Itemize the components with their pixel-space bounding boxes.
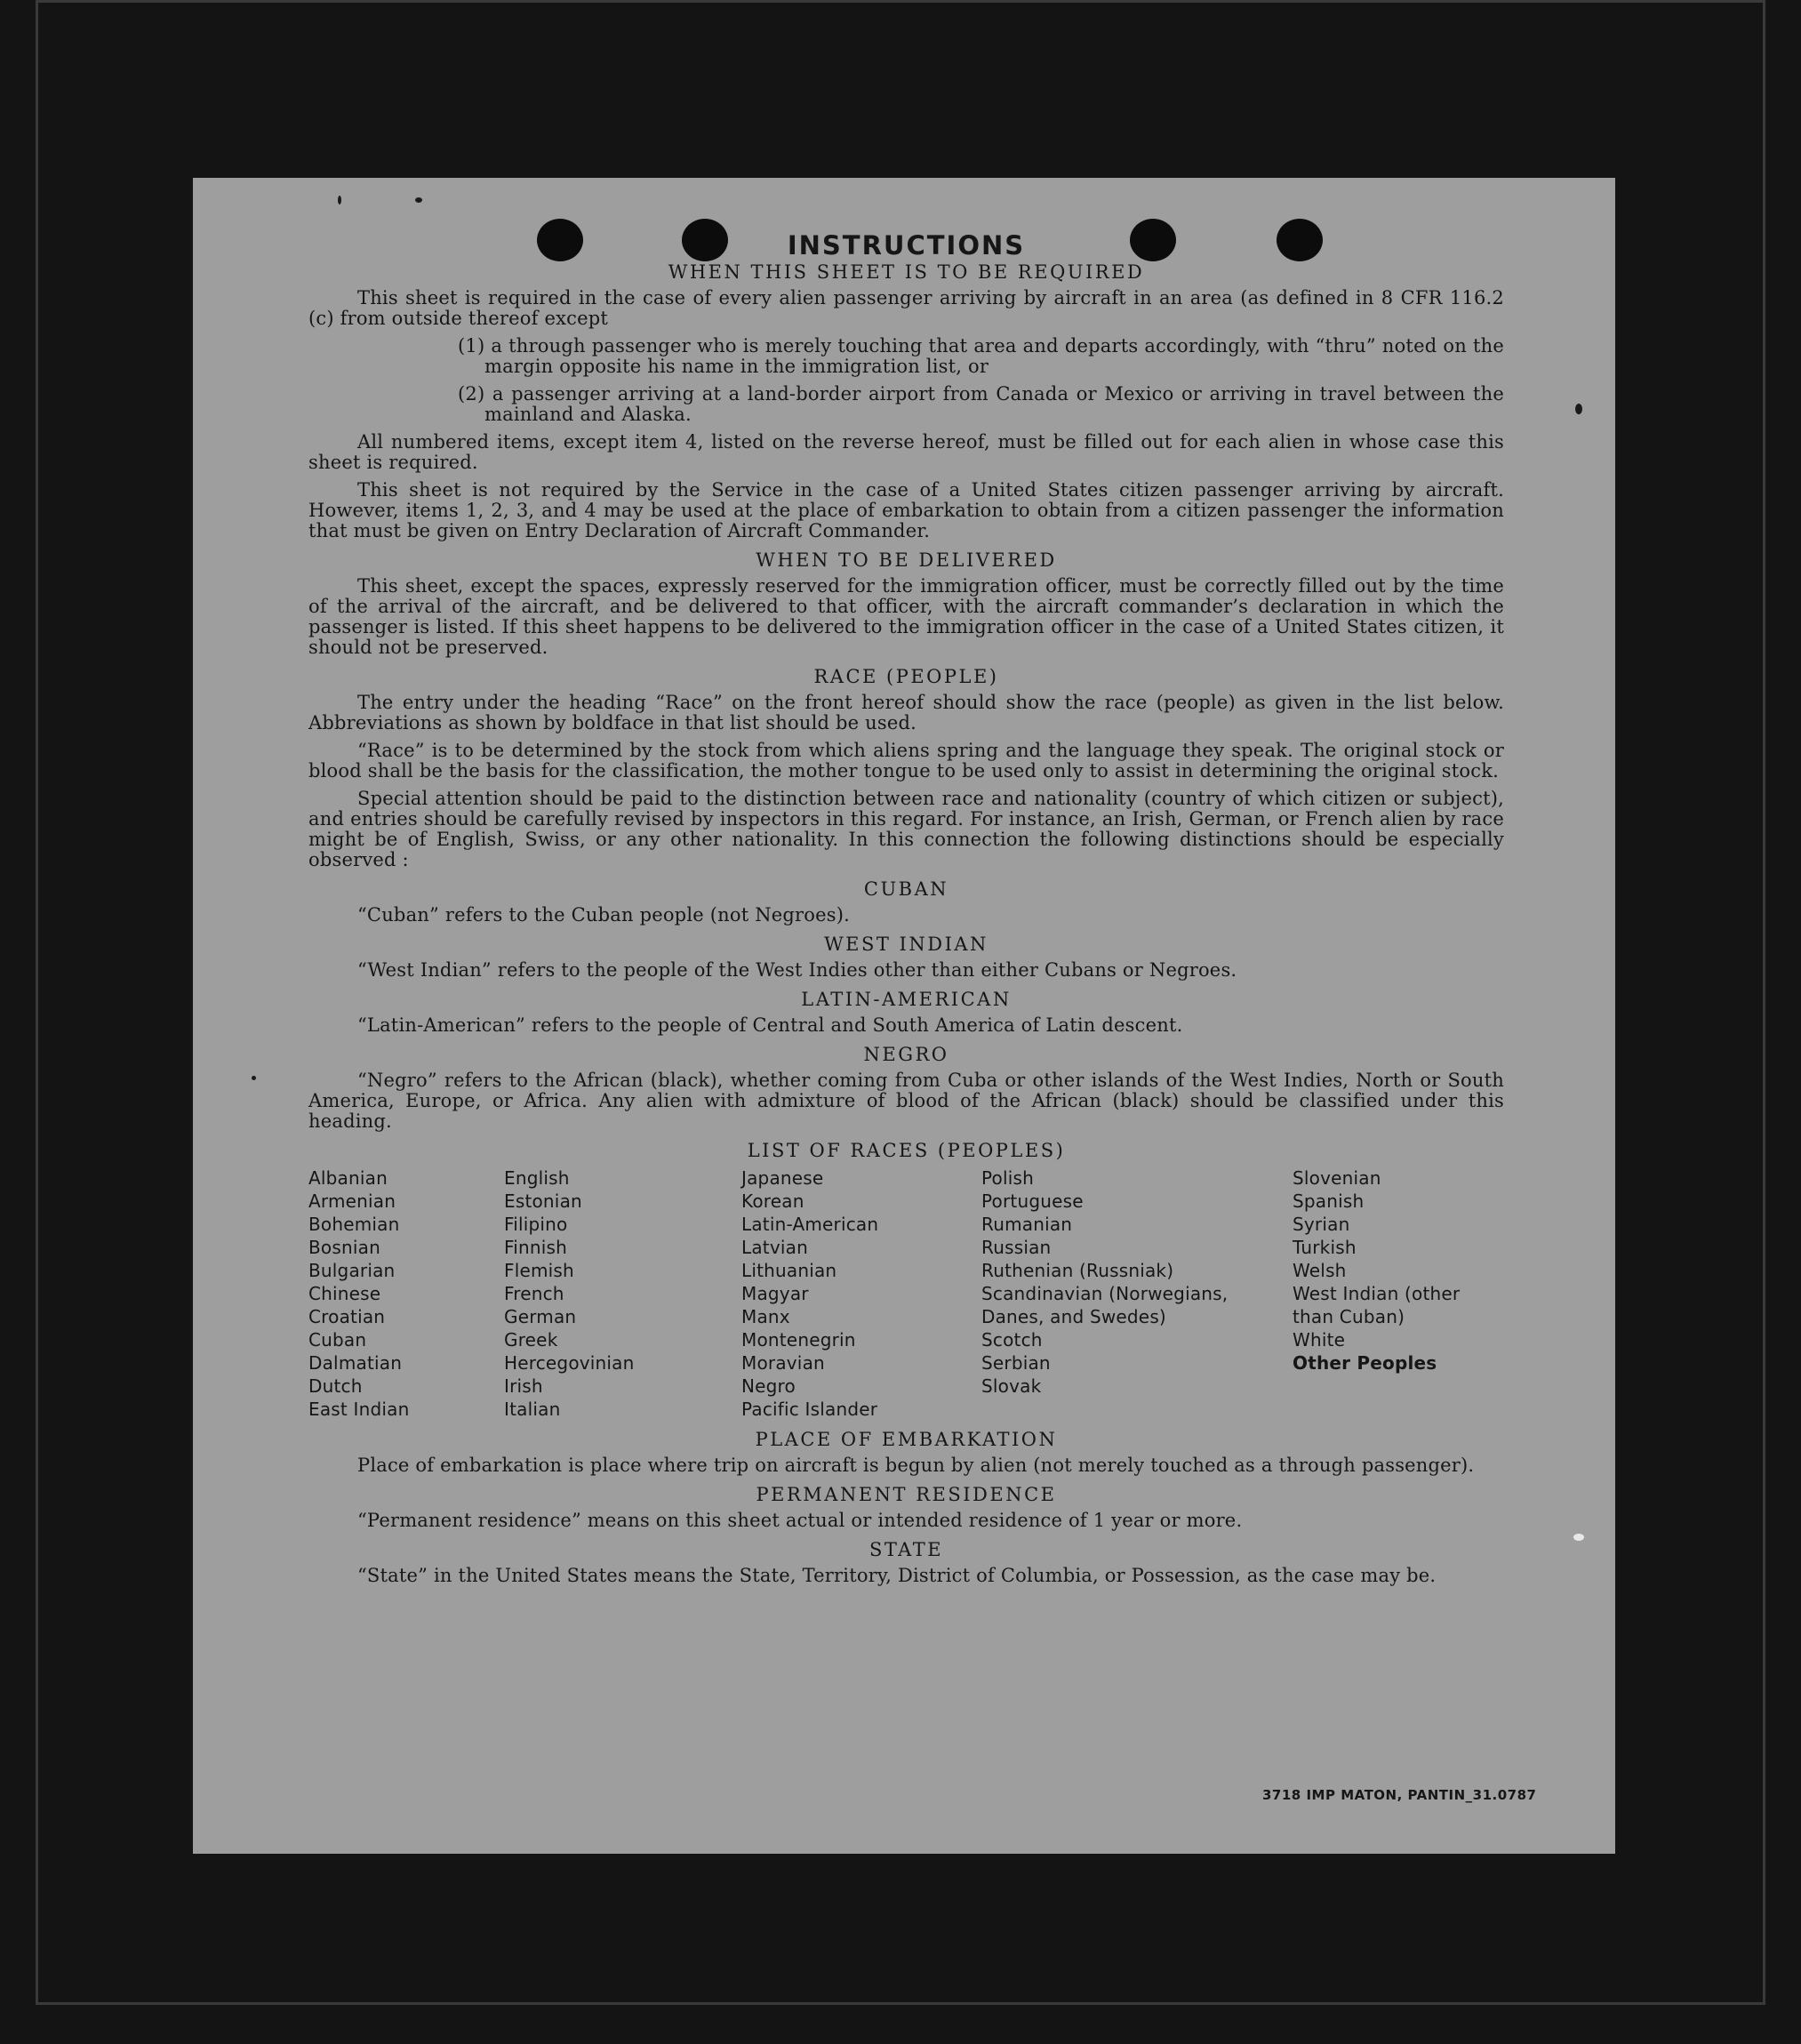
race-item: East Indian <box>308 1399 410 1420</box>
race-item: Slovak <box>981 1375 1042 1397</box>
race-item: Portuguese <box>981 1190 1084 1212</box>
speck <box>1575 404 1582 414</box>
speck <box>415 197 422 203</box>
race-item: Cuban <box>308 1329 367 1351</box>
heading-list-of-races: LIST OF RACES (PEOPLES) <box>747 1140 1066 1161</box>
race-item: Flemish <box>504 1260 574 1281</box>
paragraph: The entry under the heading “Race” on the front hereof should show the race (people) as given in the list below. Abbreviations as shown by boldface in that list should be used. <box>308 692 1504 733</box>
paragraph: “Negro” refers to the African (black), whether coming from Cuba or other islands of the West Indies, North or South America, Europe, or Africa. Any alien with admixture of blood of the African (black) should be classified under this heading. <box>308 1070 1504 1132</box>
paragraph: “Race” is to be determined by the stock from which aliens spring and the language they speak. The original stock or blood shall be the basis for the classification, the mother tongue to be used only to assist in determining the original stock. <box>308 740 1504 782</box>
heading-residence: PERMANENT RESIDENCE <box>756 1484 1057 1505</box>
paragraph: “Latin-American” refers to the people of Central and South America of Latin descent. <box>357 1014 1183 1036</box>
race-item: Magyar <box>741 1283 809 1304</box>
races-column <box>504 1166 741 1421</box>
race-item: Bulgarian <box>308 1260 396 1281</box>
paragraph: All numbered items, except item 4, listed on the reverse hereof, must be filled out for each alien in whose case this sheet is required. <box>308 431 1504 473</box>
race-item: English <box>504 1167 570 1189</box>
frame-border-left <box>36 0 38 2005</box>
race-item: Bosnian <box>308 1237 380 1258</box>
race-item: Bohemian <box>308 1214 400 1235</box>
race-item: Spanish <box>1293 1190 1365 1212</box>
race-item: Russian <box>981 1237 1052 1258</box>
races-column <box>308 1166 504 1421</box>
race-item: Rumanian <box>981 1214 1073 1235</box>
list-item: (1) a through passenger who is merely touching that area and departs accordingly, with “thru” noted on the margin opposite his name in the immigration list, or <box>458 335 1504 377</box>
race-item: Italian <box>504 1399 561 1420</box>
race-item: Turkish <box>1293 1237 1357 1258</box>
race-item: Moravian <box>741 1352 825 1374</box>
races-list <box>308 1166 1504 1421</box>
page-title: INSTRUCTIONS <box>787 230 1026 261</box>
paragraph: “Permanent residence” means on this sheet actual or intended residence of 1 year or more. <box>357 1510 1243 1531</box>
race-item: Armenian <box>308 1190 396 1212</box>
race-item: Greek <box>504 1329 558 1351</box>
paragraph: This sheet, except the spaces, expressly reserved for the immigration officer, must be correctly filled out by the time of the arrival of the aircraft, and be delivered to that officer, with the aircraft commander’s declaration in which the passenger is listed. If this sheet happens to be delivered to the immigration officer in the case of a United States citizen, it should not be preserved. <box>308 575 1504 658</box>
race-item: Scandinavian (Norwegians, Danes, and Swedes) <box>981 1283 1229 1327</box>
race-item: German <box>504 1306 577 1327</box>
race-item: Latin-American <box>741 1214 879 1235</box>
race-item: Dutch <box>308 1375 363 1397</box>
frame-border-bottom <box>36 2002 1765 2005</box>
race-item: Korean <box>741 1190 804 1212</box>
race-item: Estonian <box>504 1190 582 1212</box>
paragraph: “State” in the United States means the State, Territory, District of Columbia, or Possession, as the case may be. <box>357 1565 1437 1586</box>
race-item: Scotch <box>981 1329 1043 1351</box>
race-item: White <box>1293 1329 1346 1351</box>
race-item: Lithuanian <box>741 1260 837 1281</box>
paragraph: This sheet is required in the case of every alien passenger arriving by aircraft in an area (as defined in 8 CFR 116.2 (c) from outside thereof except <box>308 287 1504 329</box>
heading-race: RACE (PEOPLE) <box>813 666 999 687</box>
speck <box>252 1076 256 1080</box>
race-item: Irish <box>504 1375 543 1397</box>
race-item: Negro <box>741 1375 796 1397</box>
printer-imprint: 3718 IMP MATON, PANTIN_31.0787 <box>1262 1787 1537 1803</box>
race-item: Welsh <box>1293 1260 1347 1281</box>
document-sheet <box>193 178 1615 1854</box>
race-item: West Indian (other than Cuban) <box>1293 1283 1461 1327</box>
frame-border-right <box>1763 0 1765 2005</box>
paragraph: “Cuban” refers to the Cuban people (not Negroes). <box>357 904 851 926</box>
races-column <box>981 1166 1293 1421</box>
heading-embarkation: PLACE OF EMBARKATION <box>755 1429 1058 1450</box>
speck <box>338 196 341 204</box>
race-item: Other Peoples <box>1293 1352 1437 1374</box>
races-column <box>1293 1166 1504 1421</box>
race-item: Syrian <box>1293 1214 1350 1235</box>
race-item: Ruthenian (Russniak) <box>981 1260 1174 1281</box>
races-column <box>741 1166 981 1421</box>
race-item: Finnish <box>504 1237 568 1258</box>
heading-west-indian: WEST INDIAN <box>824 934 989 955</box>
heading-latin-american: LATIN-AMERICAN <box>801 989 1012 1010</box>
paragraph: Place of embarkation is place where trip on aircraft is begun by alien (not merely touched as a through passenger). <box>357 1455 1475 1476</box>
heading-cuban: CUBAN <box>863 878 949 900</box>
race-item: Croatian <box>308 1306 386 1327</box>
race-item: Japanese <box>741 1167 824 1189</box>
race-item: Albanian <box>308 1167 388 1189</box>
frame-border-top <box>36 0 1765 3</box>
race-item: Chinese <box>308 1283 381 1304</box>
race-item: Filipino <box>504 1214 568 1235</box>
race-item: Latvian <box>741 1237 808 1258</box>
paragraph: “West Indian” refers to the people of the West Indies other than either Cubans or Negroes. <box>357 959 1237 981</box>
race-item: Dalmatian <box>308 1352 403 1374</box>
list-item: (2) a passenger arriving at a land-border airport from Canada or Mexico or arriving in travel between the mainland and Alaska. <box>458 383 1504 425</box>
instructions-content <box>308 228 1504 1593</box>
race-item: Pacific Islander <box>741 1399 878 1420</box>
speck <box>1573 1534 1584 1541</box>
race-item: Slovenian <box>1293 1167 1381 1189</box>
race-item: French <box>504 1283 564 1304</box>
race-item: Hercegovinian <box>504 1352 635 1374</box>
race-item: Serbian <box>981 1352 1051 1374</box>
race-item: Manx <box>741 1306 790 1327</box>
heading-when-delivered: WHEN TO BE DELIVERED <box>756 549 1057 571</box>
paragraph: Special attention should be paid to the distinction between race and nationality (country of which citizen or subject), and entries should be carefully revised by inspectors in this regard. For instance, an Irish, German, or French alien by race might be of English, Swiss, or any other nationality. In this connection the following distinctions should be especially observed : <box>308 788 1504 870</box>
heading-when-required: WHEN THIS SHEET IS TO BE REQUIRED <box>668 261 1145 283</box>
heading-negro: NEGRO <box>863 1044 949 1065</box>
race-item: Montenegrin <box>741 1329 856 1351</box>
heading-state: STATE <box>868 1539 944 1560</box>
paragraph: This sheet is not required by the Service in the case of a United States citizen passenger arriving by aircraft. However, items 1, 2, 3, and 4 may be used at the place of embarkation to obtain from a citizen passenger the information that must be given on Entry Declaration of Aircraft Commander. <box>308 479 1504 541</box>
race-item: Polish <box>981 1167 1034 1189</box>
